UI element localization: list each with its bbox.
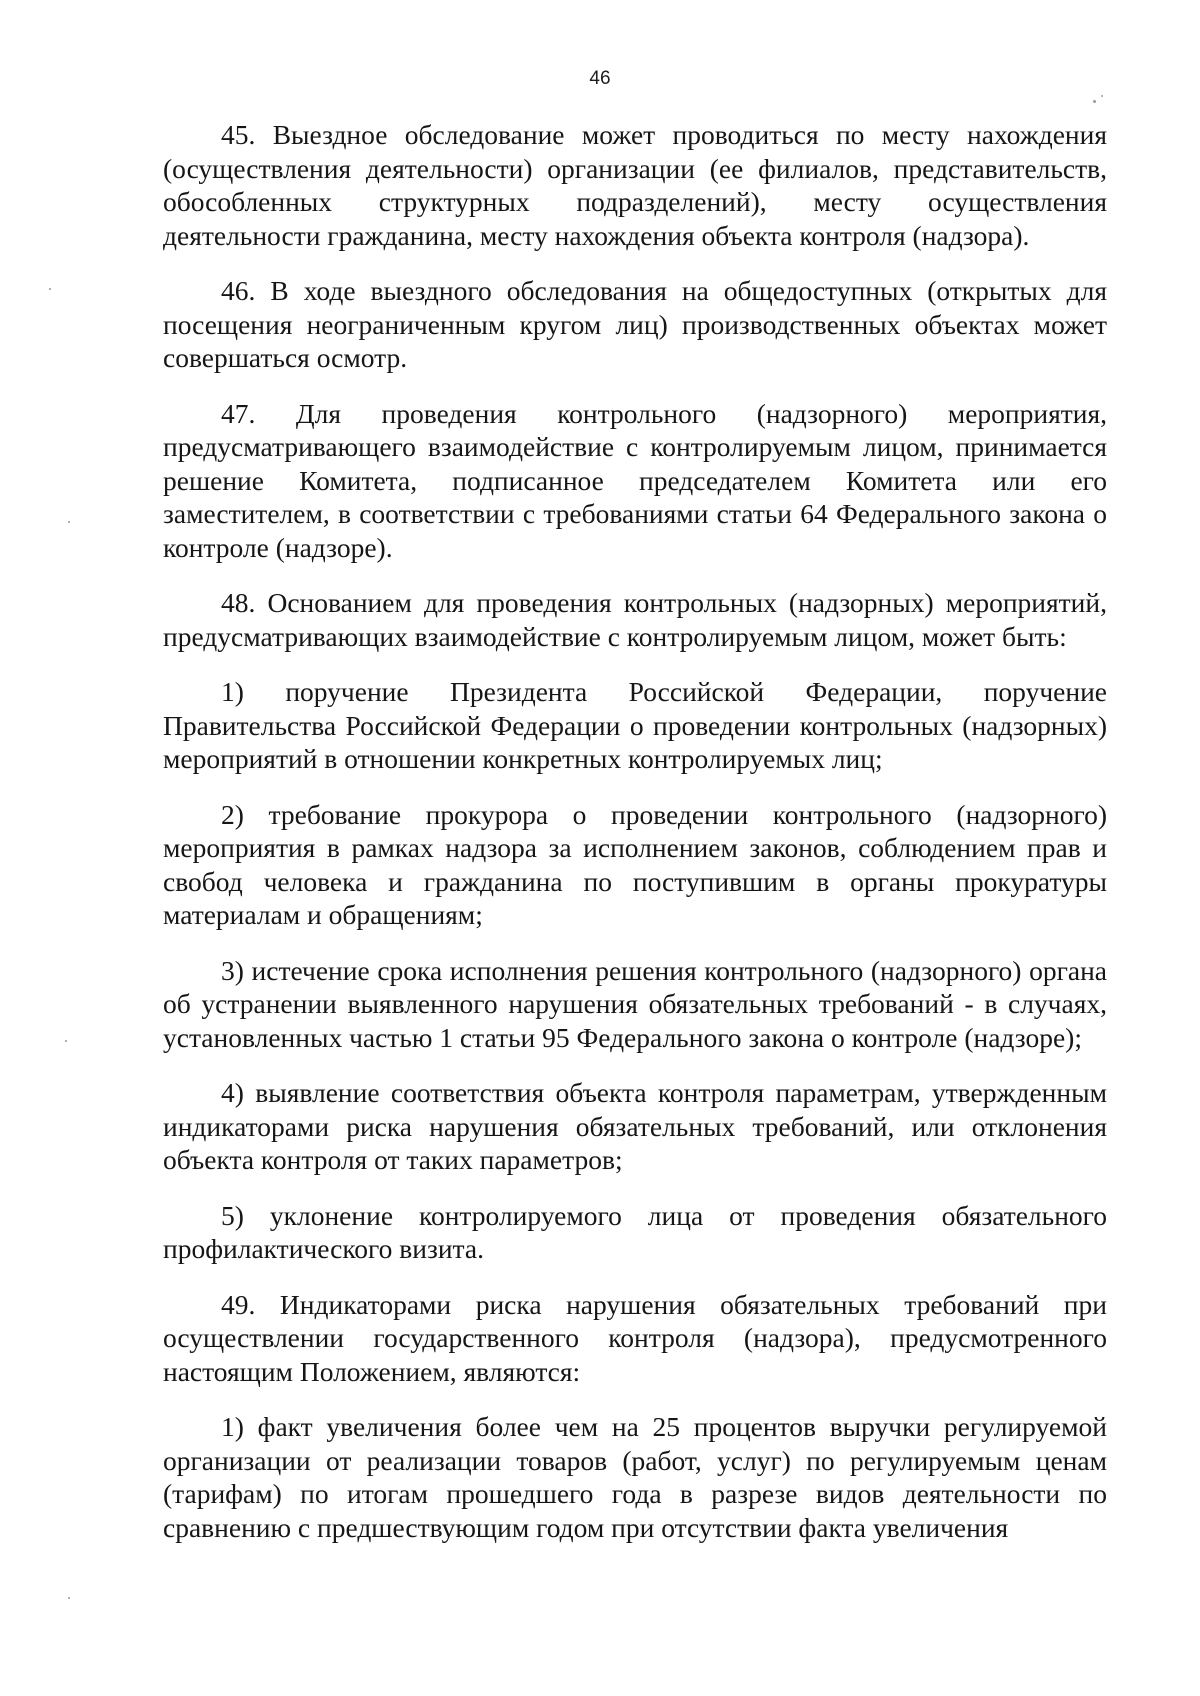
paragraph-45: 45. Выездное обследование может проводиться по месту нахождения (осуществления деятельности) организации (ее филиалов, представительств, обособленных структурных подразделений), месту осуществления деятельности гражданина, месту нахождения объекта контроля (надзора). xyxy=(163,119,1107,251)
paragraph-48-item-4: 4) выявление соответствия объекта контроля параметрам, утвержденным индикаторами риска нарушения обязательных требований, или отклонения объекта контроля от таких параметров; xyxy=(163,1077,1107,1175)
scan-speck xyxy=(49,288,51,290)
paragraph-48-item-2: 2) требование прокурора о проведении контрольного (надзорного) мероприятия в рамках надзора за исполнением законов, соблюдением прав и свобод человека и гражданина по поступившим в органы прокуратуры материалам и обращениям; xyxy=(163,798,1107,930)
paragraph-46: 46. В ходе выездного обследования на общедоступных (открытых для посещения неограниченным кругом лиц) производственных объектах может совершаться осмотр. xyxy=(163,275,1107,373)
document-body xyxy=(163,118,1107,1566)
paragraph-49: 49. Индикаторами риска нарушения обязательных требований при осуществлении государственного контроля (надзора), предусмотренного настоящим Положением, являются: xyxy=(163,1288,1107,1387)
paragraph-47: 47. Для проведения контрольного (надзорного) мероприятия, предусматривающего взаимодействие с контролируемым лицом, принимается решение Комитета, подписанное председателем Комитета или его заместителем, в соответствии с требованиями статьи 64 Федерального закона о контроле (надзоре). xyxy=(163,397,1107,563)
paragraph-48-item-3: 3) истечение срока исполнения решения контрольного (надзорного) органа об устранении выявленного нарушения обязательных требований - в случаях, установленных частью 1 статьи 95 Федерального закона о контроле (надзоре); xyxy=(163,954,1107,1053)
scan-speck xyxy=(1093,100,1096,103)
scan-speck xyxy=(68,521,70,523)
page-number: 46 xyxy=(589,68,611,89)
paragraph-48-item-5: 5) уклонение контролируемого лица от проведения обязательного профилактического визита. xyxy=(163,1199,1107,1264)
scan-speck xyxy=(68,1597,70,1599)
scan-speck xyxy=(65,1040,67,1042)
paragraph-48-item-1: 1) поручение Президента Российской Федерации, поручение Правительства Российской Федерации о проведении контрольных (надзорных) мероприятий в отношении конкретных контролируемых лиц; xyxy=(163,676,1107,774)
paragraph-49-item-1: 1) факт увеличения более чем на 25 процентов выручки регулируемой организации от реализации товаров (работ, услуг) по регулируемым ценам (тарифам) по итогам прошедшего года в разрезе видов деятельности по сравнению с предшествующим годом при отсутствии факта увеличения xyxy=(163,1411,1107,1543)
scan-speck xyxy=(1101,95,1103,97)
paragraph-48: 48. Основанием для проведения контрольных (надзорных) мероприятий, предусматривающих взаимодействие с контролируемым лицом, может быть: xyxy=(163,587,1107,652)
